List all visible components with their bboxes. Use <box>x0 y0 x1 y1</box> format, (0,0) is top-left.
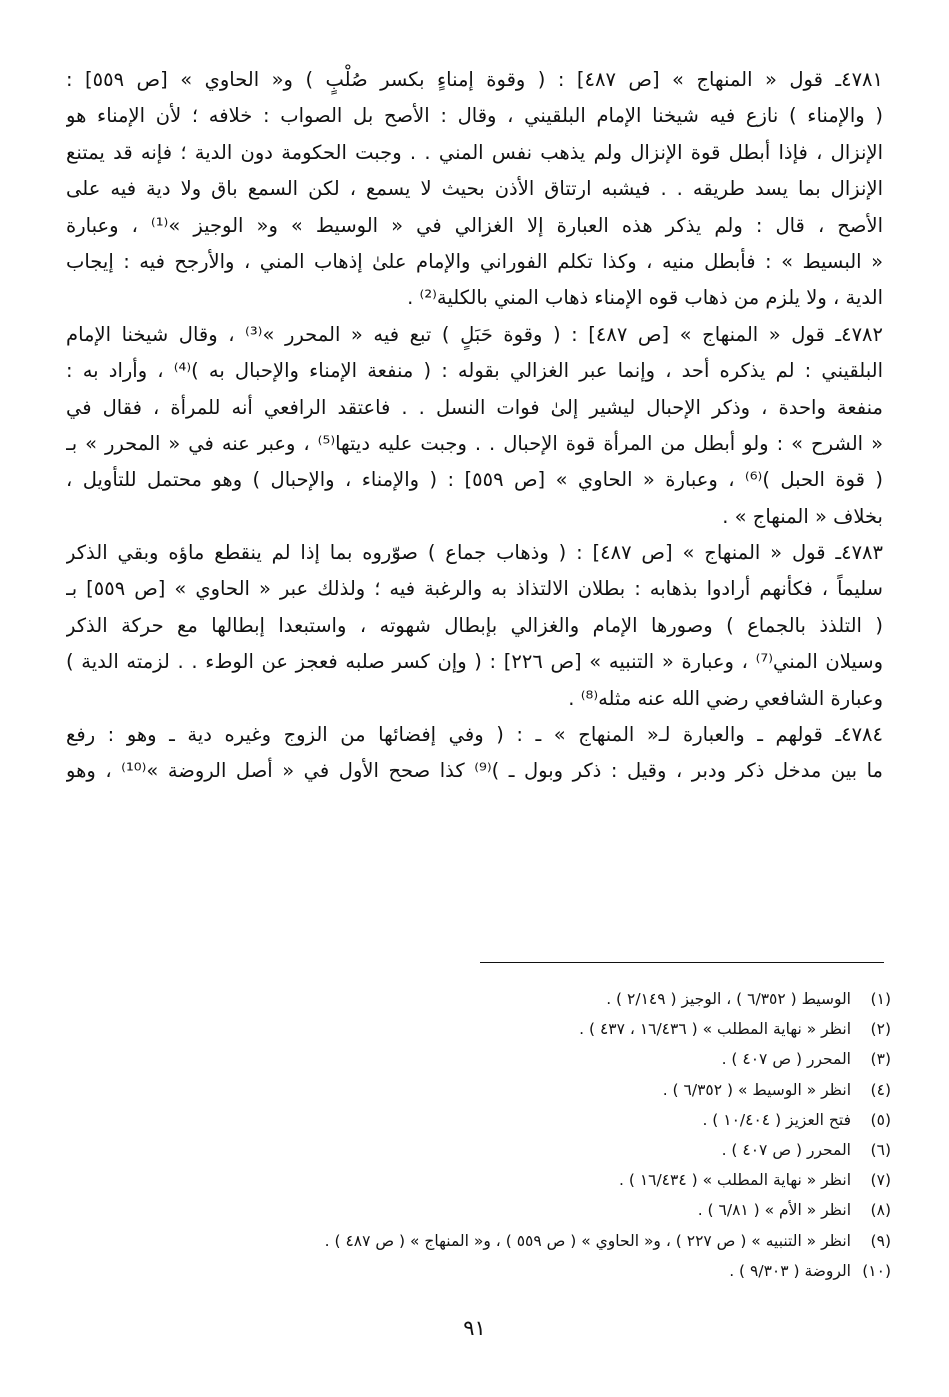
page-number: ٩١ <box>463 1316 486 1340</box>
footnote <box>150 1135 891 1165</box>
footnote-number: (٥) <box>870 1110 891 1129</box>
body-line: بخلاف « المنهاج » . <box>722 504 883 528</box>
body-line: البلقيني : لم يذكره أحد ، وإنما عبر الغزالي بقوله : ( منفعة الإمناء والإحبال به )⁽⁴⁾ ، وأراد به : <box>66 359 883 383</box>
footnote-number: (٧) <box>870 1171 891 1190</box>
body-line: ( والإمناء ) نازع فيه شيخنا الإمام البلقيني ، وقال : الأصح بل الصواب : خلافه ؛ لأن الإمناء هو <box>66 104 883 128</box>
body-line: وعبارة الشافعي رضي الله عنه مثله⁽⁸⁾ . <box>568 686 883 710</box>
body-line: الإنزال ، فإذا أبطل قوة الإنزال ولم يذهب نفس المني . . وجبت الحكومة دون الدية ؛ فإنه قد يمتنع <box>66 140 883 164</box>
body-line: ٤٧٨١ـ قول « المنهاج » [ص ٤٨٧] : ( وقوة إمناءٍ بكسر صُلْبٍ ) و« الحاوي » [ص ٥٥٩] : <box>66 68 883 91</box>
body-line: الدية ، ولا يلزم من ذهاب قوه الإمناء ذهاب المني بالكلية⁽²⁾ . <box>407 286 883 310</box>
body-line: « الشرح » : ولو أبطل من المرأة قوة الإحبال . . وجبت عليه ديتها⁽⁵⁾ ، وعبر عنه في « المحرر » بـ <box>66 431 883 455</box>
footnote-number: (٢) <box>870 1020 891 1039</box>
footnote-number: (٣) <box>870 1050 891 1069</box>
body-line: ( التلذذ بالجماع ) وصورها الإمام والغزالي بإبطال شهوته ، واستبعدا إبطالها مع حركة الذكر <box>66 613 883 637</box>
body-line: « البسيط » : فأبطل منيه ، وكذا تكلم الفوراني والإمام علىٰ إذهاب المني ، والأرجح فيه : إيجاب <box>66 249 883 273</box>
footnote-text: المحرر ( ص ٤٠٧ ) . <box>721 1140 851 1159</box>
body-line: ( قوة الحبل )⁽⁶⁾ ، وعبارة « الحاوي » [ص ٥٥٩] : ( والإمناء ، والإحبال ) وهو محتمل للتأويل ، <box>66 468 883 492</box>
footnote-text: انظر « نهاية المطلب » ( ١٦/٤٣٤ ) . <box>618 1171 851 1190</box>
footnote <box>150 1014 891 1044</box>
footnote <box>150 984 891 1014</box>
footnote-number: (٩) <box>870 1231 891 1250</box>
footnote <box>150 1195 891 1225</box>
body-line: وسيلان المني⁽⁷⁾ ، وعبارة « التنبيه » [ص ٢٢٦] : ( وإن كسر صلبه فعجز عن الوطء . . لزمته الدية ) <box>66 650 883 674</box>
body-line: الأصح ، قال : ولم يذكر هذه العبارة إلا الغزالي في « الوسيط » و« الوجيز »⁽¹⁾ ، وعبارة <box>66 213 883 237</box>
footnote <box>150 1044 891 1074</box>
body-line: ٤٧٨٤ـ قولهم ـ والعبارة لـ« المنهاج » ـ : ( وفي إفضائها من الزوج وغيره دية ـ وهو : رفع <box>66 723 883 747</box>
footnote-text: الوسيط ( ٦/٣٥٢ ) ، الوجيز ( ٢/١٤٩ ) . <box>606 990 851 1008</box>
footnote-number: (٤) <box>870 1080 891 1099</box>
footnote <box>150 1105 891 1135</box>
body-line: الإنزال بما يسد طريقه . . فيشبه ارتتاق الأذن بحيث لا يسمع ، لكن السمع باق ولا دية فيه على <box>66 177 883 201</box>
footnote-text: انظر « نهاية المطلب » ( ١٦/٤٣٦ ، ٤٣٧ ) . <box>579 1020 851 1039</box>
footnote-number: (٦) <box>870 1140 891 1159</box>
footnote-text: انظر « الوسيط » ( ٦/٣٥٢ ) . <box>662 1080 851 1099</box>
body-line: ما بين مدخل ذكر ودبر ، وقيل : ذكر وبول ـ )⁽⁹⁾ كذا صحح الأول في « أصل الروضة »⁽¹⁰⁾ ، وهو <box>66 759 883 783</box>
body-line: ٤٧٨٣ـ قول « المنهاج » [ص ٤٨٧] : ( وذهاب جماع ) صوّروه بما إذا لم ينقطع ماؤه وبقي الذكر <box>66 541 883 565</box>
footnote-separator <box>480 962 884 963</box>
footnote <box>150 1256 891 1286</box>
body-line: سليماً ، فكأنهم أرادوا بذهابه : بطلان الالتذاذ به والرغبة فيه ؛ ولذلك عبر « الحاوي » [ص ٥٥٩] بـ <box>66 577 883 601</box>
footnote-text: انظر « الأم » ( ٦/٨١ ) . <box>697 1201 851 1220</box>
footnote-number: (٨) <box>870 1201 891 1220</box>
footnotes <box>150 984 891 1286</box>
footnote-text: فتح العزيز ( ١٠/٤٠٤ ) . <box>702 1110 851 1129</box>
body-text <box>66 62 883 790</box>
footnote-number: (١٠) <box>862 1261 891 1280</box>
footnote <box>150 1075 891 1105</box>
footnote-number: (١) <box>870 990 891 1008</box>
footnote <box>150 1165 891 1195</box>
footnote <box>150 1226 891 1256</box>
footnote-text: المحرر ( ص ٤٠٧ ) . <box>721 1050 851 1069</box>
footnote-text: الروضة ( ٩/٣٠٣ ) . <box>729 1261 851 1280</box>
body-line: ٤٧٨٢ـ قول « المنهاج » [ص ٤٨٧] : ( وقوة حَبَلٍ ) تبع فيه « المحرر »⁽³⁾ ، وقال شيخنا الإمام <box>66 322 883 346</box>
footnote-text: انظر « التنبيه » ( ص ٢٢٧ ) ، و« الحاوي » ( ص ٥٥٩ ) ، و« المنهاج » ( ص ٤٨٧ ) . <box>324 1231 851 1250</box>
body-line: منفعة واحدة ، وذكر الإحبال ليشير إلىٰ فوات النسل . . فاعتقد الرافعي أنه للمرأة ، فقال في <box>66 395 883 419</box>
